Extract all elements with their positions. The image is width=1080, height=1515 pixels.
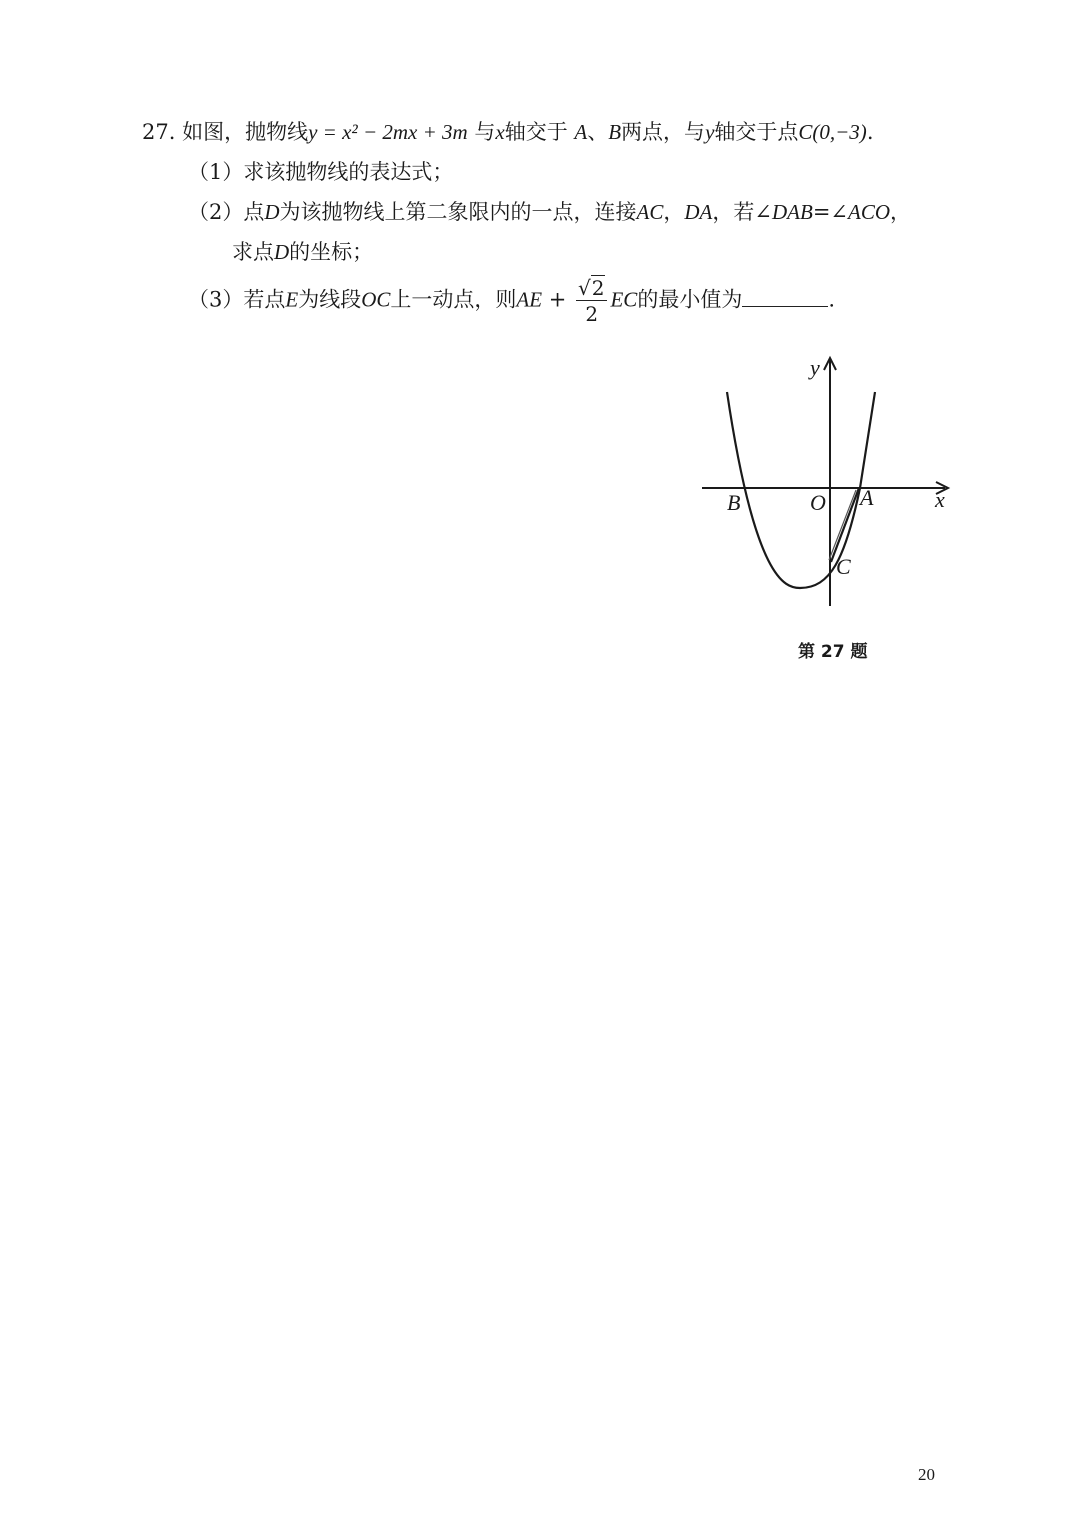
page-number: 20 <box>918 1465 935 1484</box>
segment-ac <box>831 488 859 562</box>
label-x: x <box>935 487 945 512</box>
part-1: （1）求该抛物线的表达式； <box>188 160 454 184</box>
parabola-figure <box>690 350 960 615</box>
answer-blank <box>742 288 828 307</box>
point-c-coordinate: C(0,−3) <box>798 120 867 144</box>
part-2: （2）点D为该抛物线上第二象限内的一点，连接AC，DA，若∠DAB=∠ACO， <box>188 200 912 224</box>
equation-y: y <box>308 120 318 144</box>
question-number: 27. <box>142 120 176 144</box>
equation: = x² − 2mx + 3m <box>317 120 468 144</box>
label-b: B <box>727 490 741 515</box>
sqrt2-over-2-fraction: $\frac{√2}{2}$ <box>576 278 607 324</box>
label-o: O <box>810 490 826 515</box>
label-a: A <box>860 485 874 510</box>
label-y: y <box>810 355 820 380</box>
figure-caption: 第 27 题 <box>798 642 868 662</box>
question-stem: 27. 如图，抛物线y = x² − 2mx + 3m 与x轴交于 A、B两点，与y轴交于点C(0,−3). <box>142 120 874 144</box>
part-2-line-2: 求点D的坐标； <box>232 240 374 264</box>
label-c: C <box>836 554 851 579</box>
parabola-curve <box>727 392 875 588</box>
part-3: （3）若点E为线段OC上一动点，则AE + $\frac{√2}{2}$ EC的最小值为 . <box>188 276 836 326</box>
